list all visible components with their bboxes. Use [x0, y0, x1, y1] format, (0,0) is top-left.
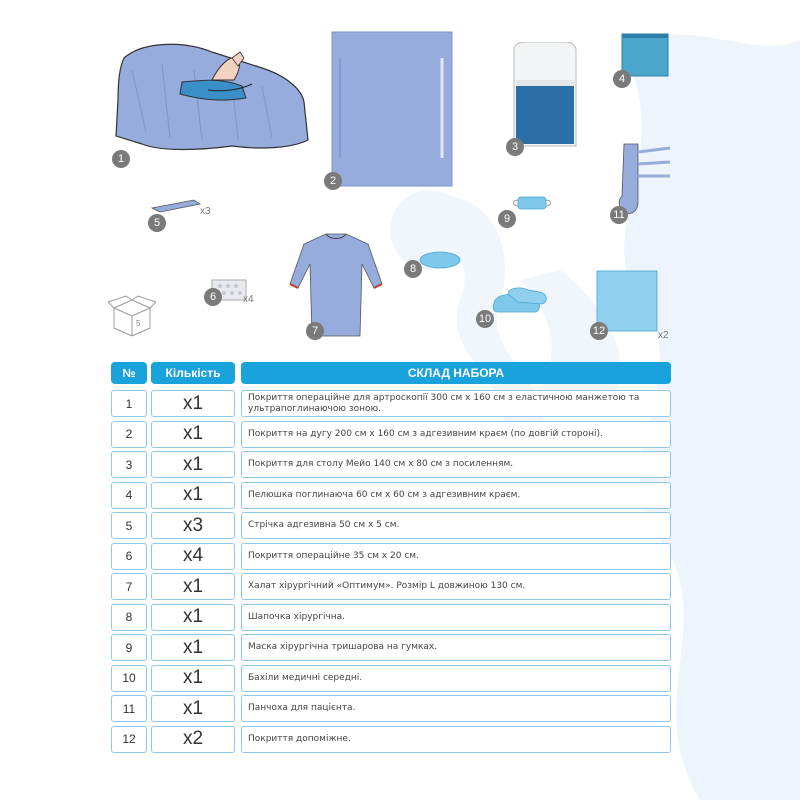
table-header — [111, 362, 671, 384]
row-qty: x1 — [151, 421, 235, 448]
box-icon — [108, 294, 156, 338]
row-qty: x3 — [151, 512, 235, 539]
badge-6: 6 — [204, 288, 222, 306]
table-row — [111, 451, 671, 478]
table-row — [111, 482, 671, 509]
table-row — [111, 604, 671, 631]
row-qty: x1 — [151, 451, 235, 478]
row-qty: x2 — [151, 726, 235, 753]
row-description: Покриття на дугу 200 см х 160 см з адгезивним краєм (по довгій стороні). — [241, 421, 671, 448]
table-row — [111, 573, 671, 600]
badge-7: 7 — [306, 322, 324, 340]
row-qty: x1 — [151, 390, 235, 417]
badge-11: 11 — [610, 206, 628, 224]
row-num: 1 — [111, 390, 147, 417]
table-row — [111, 390, 671, 417]
table-row — [111, 512, 671, 539]
row-num: 7 — [111, 573, 147, 600]
surgical-cap-figure — [418, 248, 462, 270]
table-row — [111, 726, 671, 753]
box-number: 5 — [136, 319, 141, 328]
multiplier-12: x2 — [658, 330, 669, 341]
table-row — [111, 695, 671, 722]
row-description: Стрічка адгезивна 50 см х 5 см. — [241, 512, 671, 539]
badge-1: 1 — [112, 150, 130, 168]
shoe-covers-figure — [488, 282, 552, 316]
header-num: № — [111, 362, 147, 384]
arc-drape-figure — [328, 28, 456, 190]
kit-contents-table — [111, 362, 671, 756]
arthroscopy-drape-figure — [112, 40, 312, 155]
row-num: 11 — [111, 695, 147, 722]
row-description: Покриття операційне 35 см х 20 см. — [241, 543, 671, 570]
row-qty: x1 — [151, 665, 235, 692]
row-description: Покриття операційне для артроскопії 300 см х 160 см з еластичною манжетою та ультрапоглинаючою зоною. — [241, 390, 671, 417]
row-description: Покриття допоміжне. — [241, 726, 671, 753]
table-row — [111, 421, 671, 448]
row-qty: x1 — [151, 604, 235, 631]
row-num: 12 — [111, 726, 147, 753]
table-row — [111, 543, 671, 570]
surgical-gown-figure — [288, 230, 384, 342]
row-num: 2 — [111, 421, 147, 448]
surgical-mask-figure — [510, 192, 554, 214]
multiplier-6: x4 — [243, 294, 254, 305]
badge-4: 4 — [613, 70, 631, 88]
badge-12: 12 — [590, 322, 608, 340]
row-num: 6 — [111, 543, 147, 570]
badge-8: 8 — [404, 260, 422, 278]
row-description: Панчоха для пацієнта. — [241, 695, 671, 722]
badge-9: 9 — [498, 210, 516, 228]
table-body — [111, 390, 671, 753]
row-qty: x1 — [151, 482, 235, 509]
row-description: Маска хірургічна тришарова на гумках. — [241, 634, 671, 661]
row-num: 5 — [111, 512, 147, 539]
badge-2: 2 — [324, 172, 342, 190]
row-description: Бахіли медичні середні. — [241, 665, 671, 692]
row-description: Шапочка хірургічна. — [241, 604, 671, 631]
badge-3: 3 — [506, 138, 524, 156]
header-qty: Кількість — [151, 362, 235, 384]
badge-10: 10 — [476, 310, 494, 328]
row-qty: x4 — [151, 543, 235, 570]
row-num: 9 — [111, 634, 147, 661]
row-num: 3 — [111, 451, 147, 478]
row-num: 8 — [111, 604, 147, 631]
mayo-stand-cover-figure — [510, 42, 580, 152]
header-content: СКЛАД НАБОРА — [241, 362, 671, 384]
row-description: Халат хірургічний «Оптимум». Розмір L довжиною 130 см. — [241, 573, 671, 600]
row-qty: x1 — [151, 634, 235, 661]
row-description: Покриття для столу Мейо 140 см х 80 см з посиленням. — [241, 451, 671, 478]
adhesive-tape-figure — [148, 196, 208, 216]
badge-5: 5 — [148, 214, 166, 232]
row-description: Пелюшка поглинаюча 60 см х 60 см з адгезивним краєм. — [241, 482, 671, 509]
row-num: 4 — [111, 482, 147, 509]
row-qty: x1 — [151, 695, 235, 722]
table-row — [111, 665, 671, 692]
row-num: 10 — [111, 665, 147, 692]
table-row — [111, 634, 671, 661]
multiplier-5: x3 — [200, 206, 211, 217]
row-qty: x1 — [151, 573, 235, 600]
